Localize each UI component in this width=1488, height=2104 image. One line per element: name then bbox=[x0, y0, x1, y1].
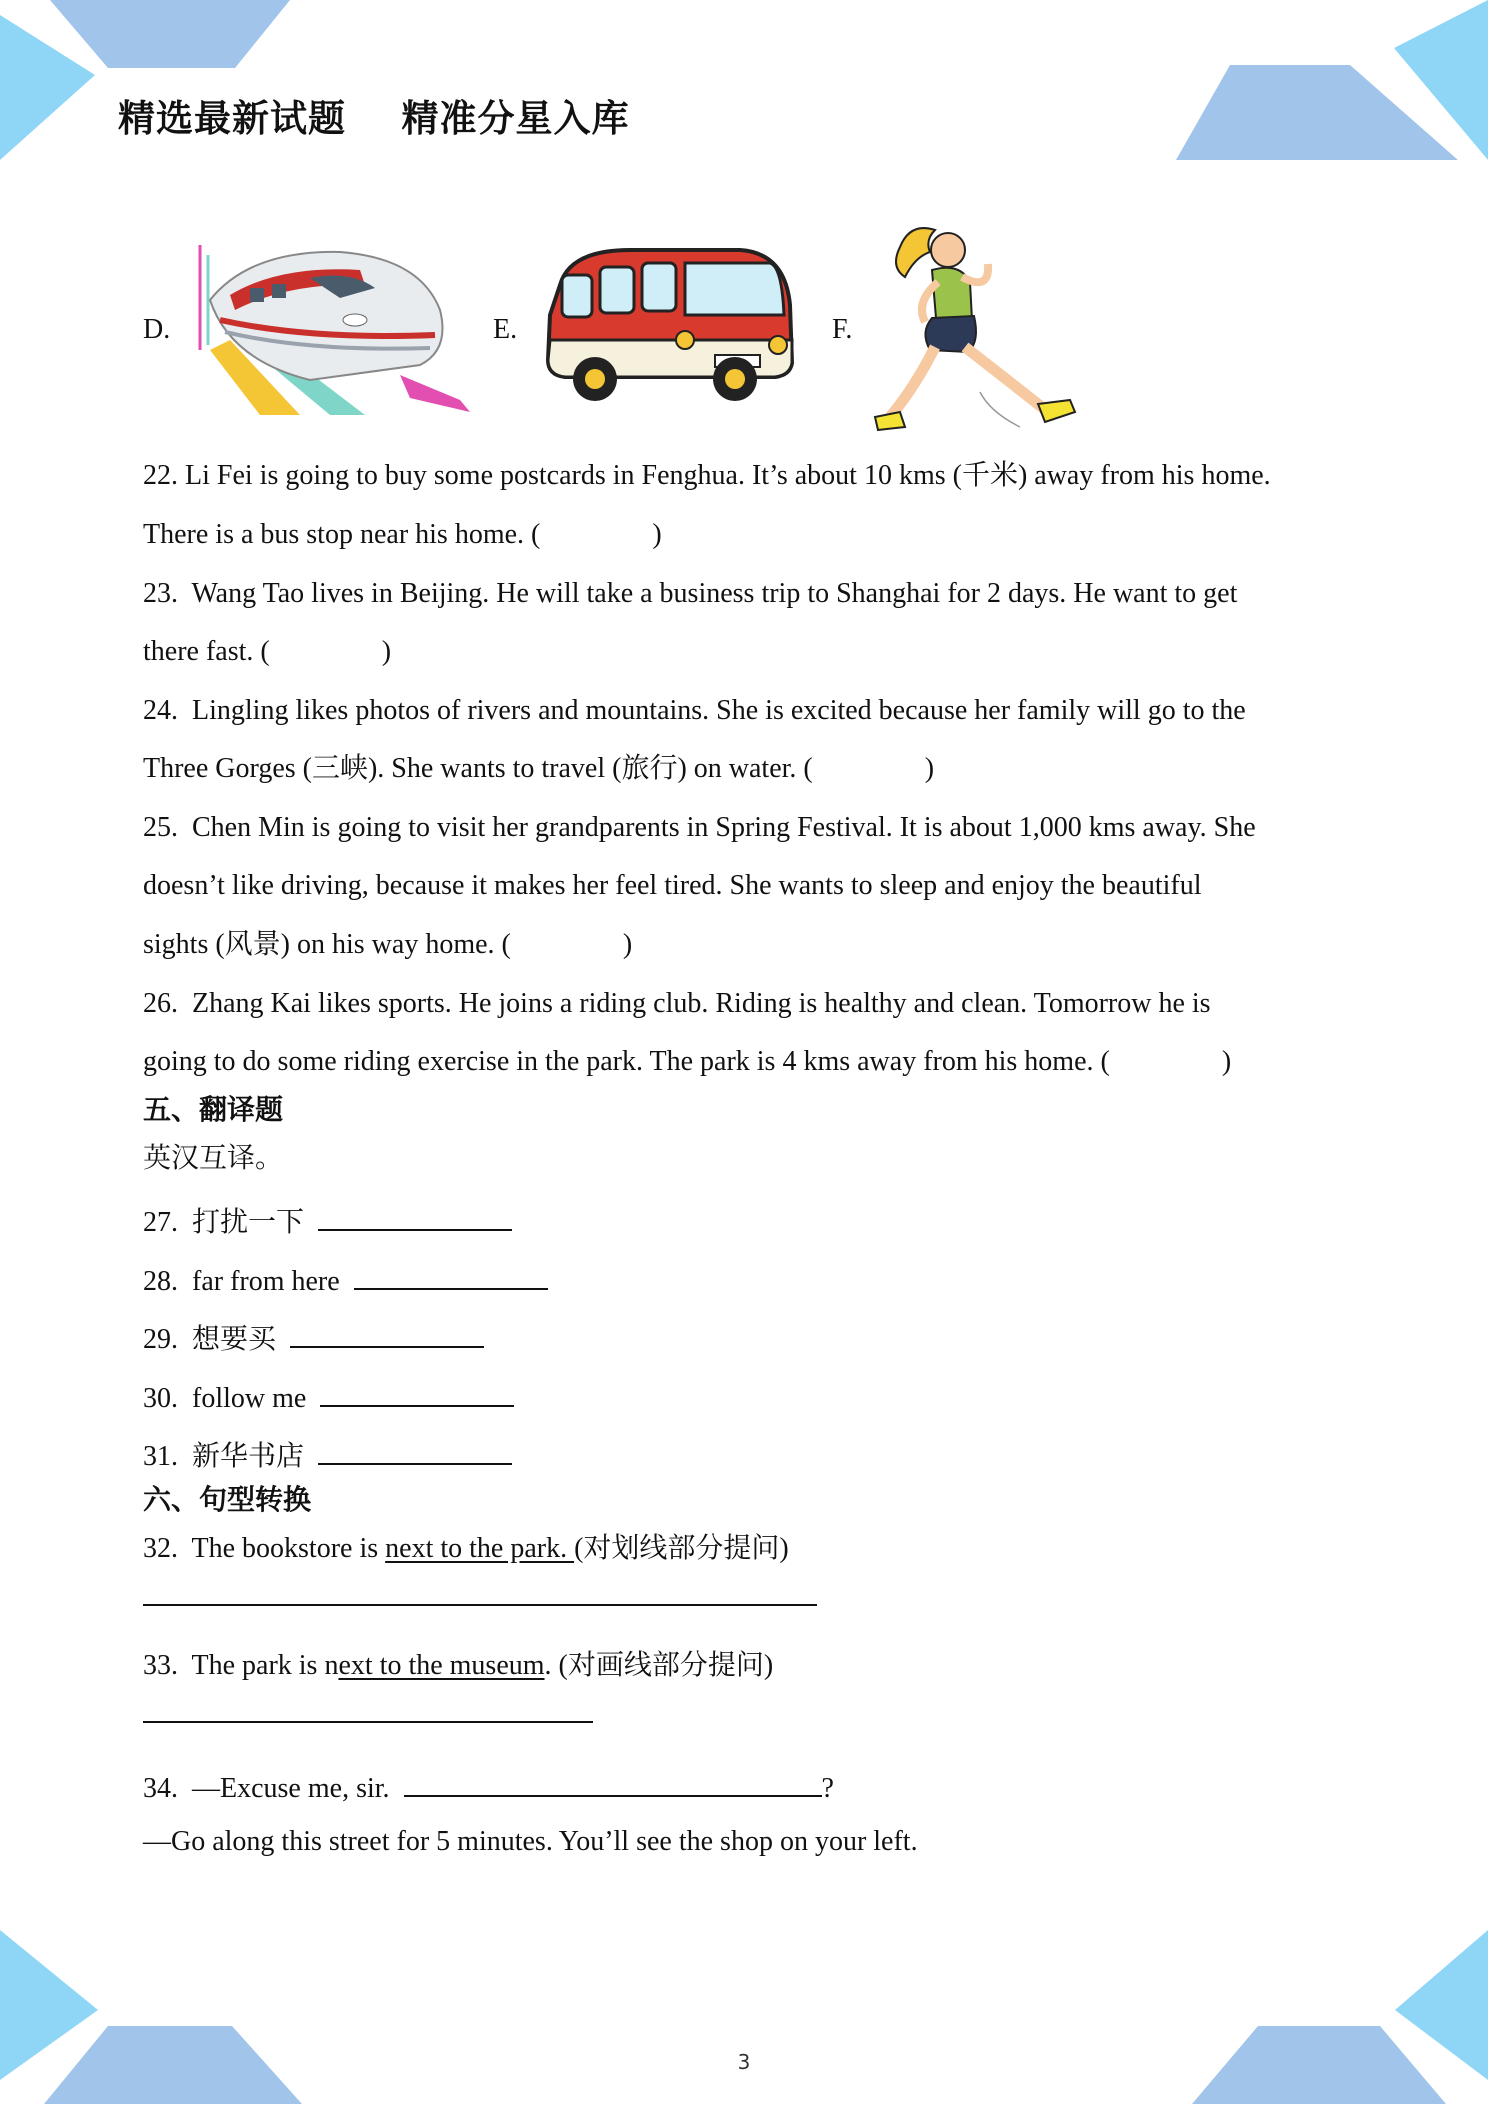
running-girl-icon bbox=[870, 222, 1090, 434]
bullet-train-icon bbox=[190, 240, 475, 415]
q24-line2: Three Gorges (三峡). She wants to travel (旅行) on water. ( ) bbox=[143, 753, 935, 784]
q22-line2: There is a bus stop near his home. ( ) bbox=[143, 519, 662, 550]
header-decoration bbox=[0, 0, 1488, 170]
q33-answer-line[interactable] bbox=[143, 1721, 593, 1723]
option-d-label: D. bbox=[143, 314, 171, 345]
q33: 33. The park is next to the museum. (对画线部分提问) bbox=[143, 1650, 774, 1681]
q28: 28. far from here bbox=[143, 1262, 548, 1296]
q32-answer-line[interactable] bbox=[143, 1604, 817, 1606]
q25-line3: sights (风景) on his way home. ( ) bbox=[143, 929, 633, 960]
q27: 27. 打扰一下 bbox=[143, 1203, 512, 1237]
bus-icon bbox=[540, 245, 800, 410]
answer-blank[interactable] bbox=[318, 1437, 512, 1465]
section-5-title: 五、翻译题 bbox=[143, 1093, 284, 1126]
section-5-instruction: 英汉互译。 bbox=[143, 1141, 284, 1174]
answer-blank[interactable] bbox=[318, 1203, 512, 1231]
q34-answer: —Go along this street for 5 minutes. You’ll see the shop on your left. bbox=[143, 1826, 918, 1857]
q23-line1: 23. Wang Tao lives in Beijing. He will take a business trip to Shanghai for 2 days. He want to get bbox=[143, 578, 1238, 609]
page-number: 3 bbox=[737, 2050, 751, 2074]
q23-line2: there fast. ( ) bbox=[143, 636, 392, 667]
q26-line1: 26. Zhang Kai likes sports. He joins a riding club. Riding is healthy and clean. Tomorrow he is bbox=[143, 988, 1211, 1019]
option-f-label: F. bbox=[832, 314, 853, 345]
q33-underlined: ext to the museum bbox=[338, 1650, 545, 1681]
q24-line1: 24. Lingling likes photos of rivers and mountains. She is excited because her family will go to the bbox=[143, 695, 1246, 726]
option-e-label: E. bbox=[493, 314, 518, 345]
q34: 34. —Excuse me, sir. ? bbox=[143, 1769, 834, 1803]
q25-line2: doesn’t like driving, because it makes her feel tired. She wants to sleep and enjoy the beautiful bbox=[143, 870, 1202, 901]
answer-blank[interactable] bbox=[320, 1379, 514, 1407]
q30: 30. follow me bbox=[143, 1379, 514, 1413]
answer-blank[interactable] bbox=[404, 1769, 822, 1797]
q29: 29. 想要买 bbox=[143, 1320, 484, 1354]
q25-line1: 25. Chen Min is going to visit her grandparents in Spring Festival. It is about 1,000 kms away. She bbox=[143, 812, 1256, 843]
q31: 31. 新华书店 bbox=[143, 1437, 512, 1471]
footer-decoration bbox=[0, 1930, 1488, 2104]
q32-underlined: next to the park. bbox=[385, 1533, 575, 1564]
q22-line1: 22. Li Fei is going to buy some postcards in Fenghua. It’s about 10 kms (千米) away from his home. bbox=[143, 460, 1271, 491]
q26-line2: going to do some riding exercise in the park. The park is 4 kms away from his home. ( ) bbox=[143, 1046, 1232, 1077]
header-title: 精选最新试题 精准分星入库 bbox=[118, 97, 630, 140]
answer-blank[interactable] bbox=[290, 1320, 484, 1348]
q32: 32. The bookstore is next to the park. (对划线部分提问) bbox=[143, 1533, 789, 1564]
answer-blank[interactable] bbox=[354, 1262, 548, 1290]
section-6-title: 六、句型转换 bbox=[143, 1483, 312, 1516]
